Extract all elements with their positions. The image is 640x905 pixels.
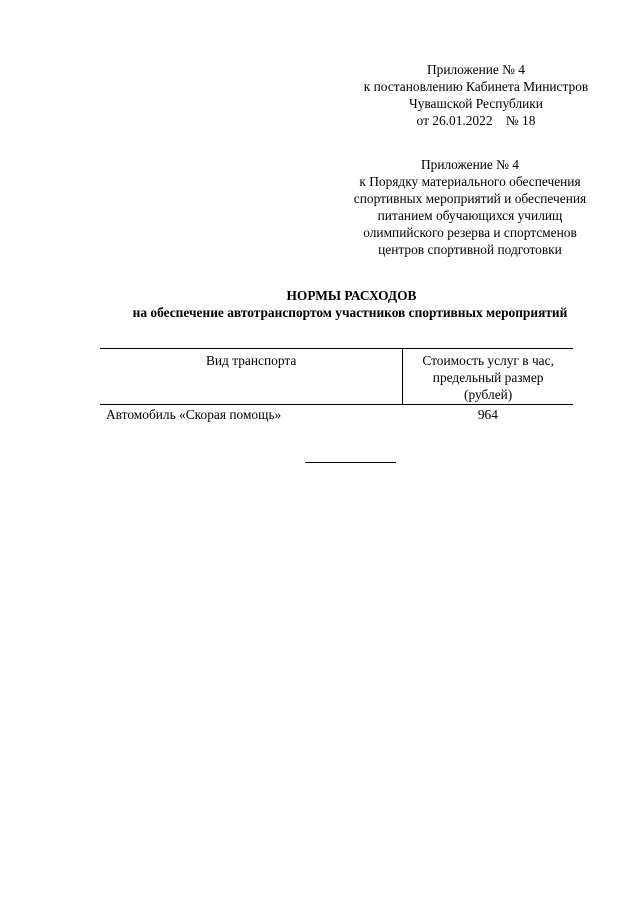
- header-cost-line: предельный размер: [432, 370, 544, 385]
- appendix-decree-line: Приложение № 4: [426, 62, 526, 77]
- header-transport-type: Вид транспорта: [100, 349, 403, 405]
- appendix-procedure-line: питанием обучающихся училищ: [377, 208, 563, 223]
- header-cost-line: Стоимость услуг в час,: [422, 353, 554, 368]
- appendix-decree-line: от 26.01.2022 № 18: [416, 113, 536, 128]
- appendix-procedure-line: спортивных мероприятий и обеспечения: [353, 191, 587, 206]
- header-cost: [403, 349, 573, 405]
- appendix-procedure-line: олимпийского резерва и спортсменов: [363, 225, 577, 240]
- appendix-procedure-line: центров спортивной подготовки: [378, 242, 562, 257]
- table-header-row: [100, 349, 573, 405]
- end-divider-line: [305, 462, 396, 463]
- appendix-decree-block: [326, 61, 626, 129]
- header-cost-line: (рублей): [464, 387, 513, 402]
- appendix-procedure-line: Приложение № 4: [420, 157, 520, 172]
- norms-table: [100, 348, 573, 423]
- appendix-decree-line: к постановлению Кабинета Министров: [363, 79, 589, 94]
- cell-cost: 964: [477, 407, 498, 422]
- appendix-procedure-block: [320, 156, 620, 258]
- table-row: [100, 405, 573, 424]
- appendix-procedure-line: к Порядку материального обеспечения: [359, 174, 581, 189]
- appendix-decree-line: Чувашской Республики: [409, 96, 543, 111]
- document-subtitle: на обеспечение автотранспортом участников спортивных мероприятий: [132, 305, 568, 320]
- document-title: НОРМЫ РАСХОДОВ: [286, 288, 417, 303]
- cell-transport-type: Автомобиль «Скорая помощь»: [106, 407, 282, 422]
